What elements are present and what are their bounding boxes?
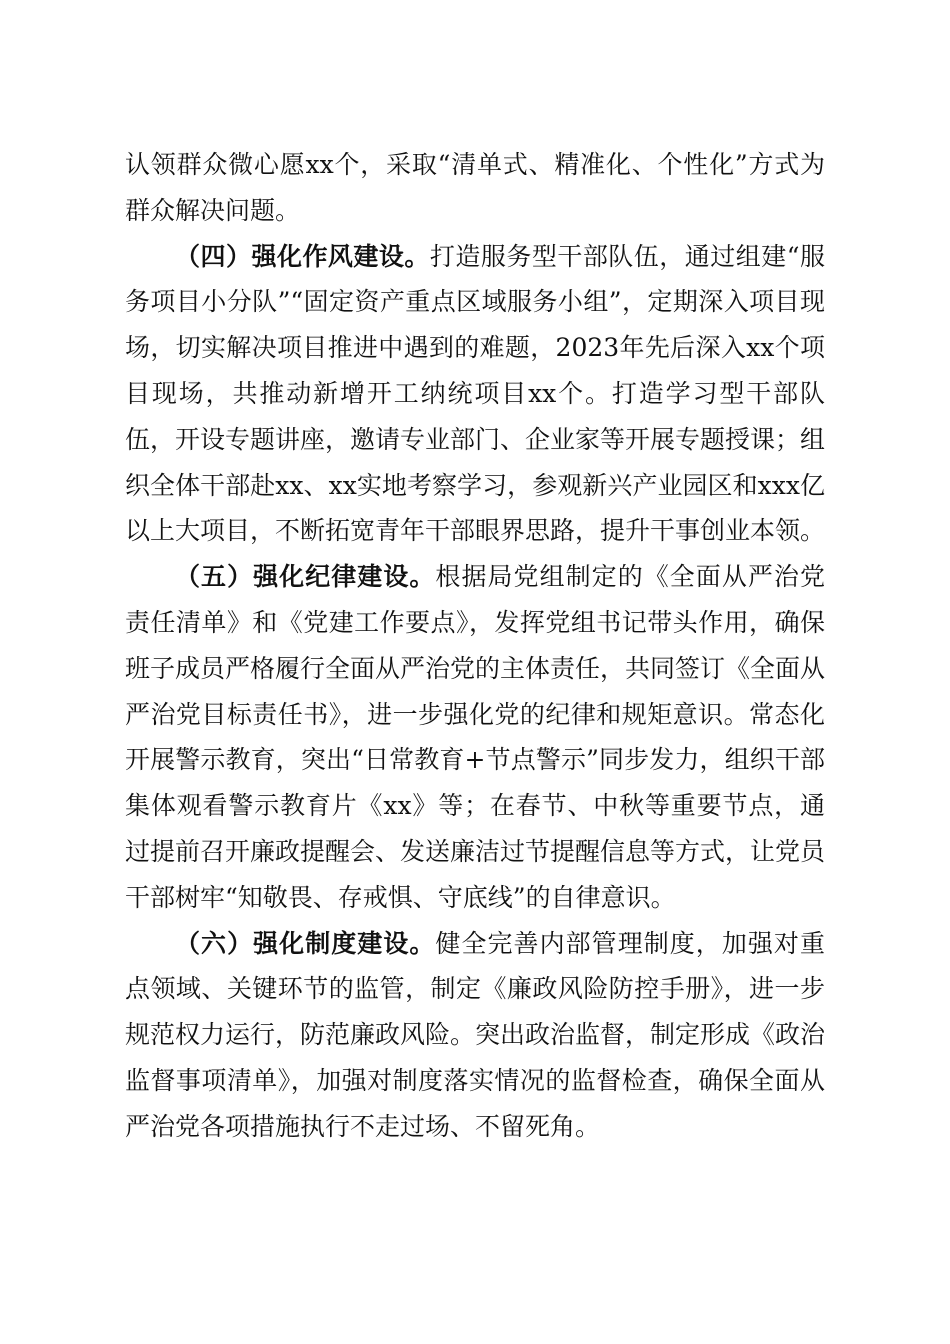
paragraph-discipline <box>125 554 825 920</box>
document-body <box>125 142 825 1150</box>
paragraph-text: 认领群众微心愿xx个，采取“清单式、精准化、个性化”方式为群众解决问题。 <box>125 150 825 225</box>
paragraph-continuation <box>125 142 825 234</box>
paragraph-text: 根据局党组制定的《全面从严治党责任清单》和《党建工作要点》，发挥党组书记带头作用，确保班子成员严格履行全面从严治党的主体责任，共同签订《全面从严治党目标责任书》，进一步强化党的纪律和规矩意识。常态化开展警示教育，突出“日常教育+节点警示”同步发力，组织干部集体观看警示教育片《xx》等；在春节、中秋等重要节点，通过提前召开廉政提醒会、发送廉洁过节提醒信息等方式，让党员干部树牢“知敬畏、存戒惧、守底线”的自律意识。 <box>125 562 826 912</box>
paragraph-system <box>125 921 825 1150</box>
paragraph-work-style <box>125 234 825 555</box>
paragraph-heading: （四）强化作风建设。 <box>175 241 430 271</box>
paragraph-heading: （五）强化纪律建设。 <box>175 562 436 592</box>
paragraph-text: 打造服务型干部队伍，通过组建“服务项目小分队”“固定资产重点区域服务小组”，定期深入项目现场，切实解决项目推进中遇到的难题，2023年先后深入xx个项目现场，共推动新增开工纳统项目xx个。打造学习型干部队伍，开设专题讲座，邀请专业部门、企业家等开展专题授课；组织全体干部赴xx、xx实地考察学习，参观新兴产业园区和xxx亿以上大项目，不断拓宽青年干部眼界思路，提升干事创业本领。 <box>125 241 826 546</box>
paragraph-text: 健全完善内部管理制度，加强对重点领域、关键环节的监管，制定《廉政风险防控手册》，进一步规范权力运行，防范廉政风险。突出政治监督，制定形成《政治监督事项清单》，加强对制度落实情况的监督检查，确保全面从严治党各项措施执行不走过场、不留死角。 <box>125 928 826 1141</box>
paragraph-heading: （六）强化制度建设。 <box>175 928 436 958</box>
